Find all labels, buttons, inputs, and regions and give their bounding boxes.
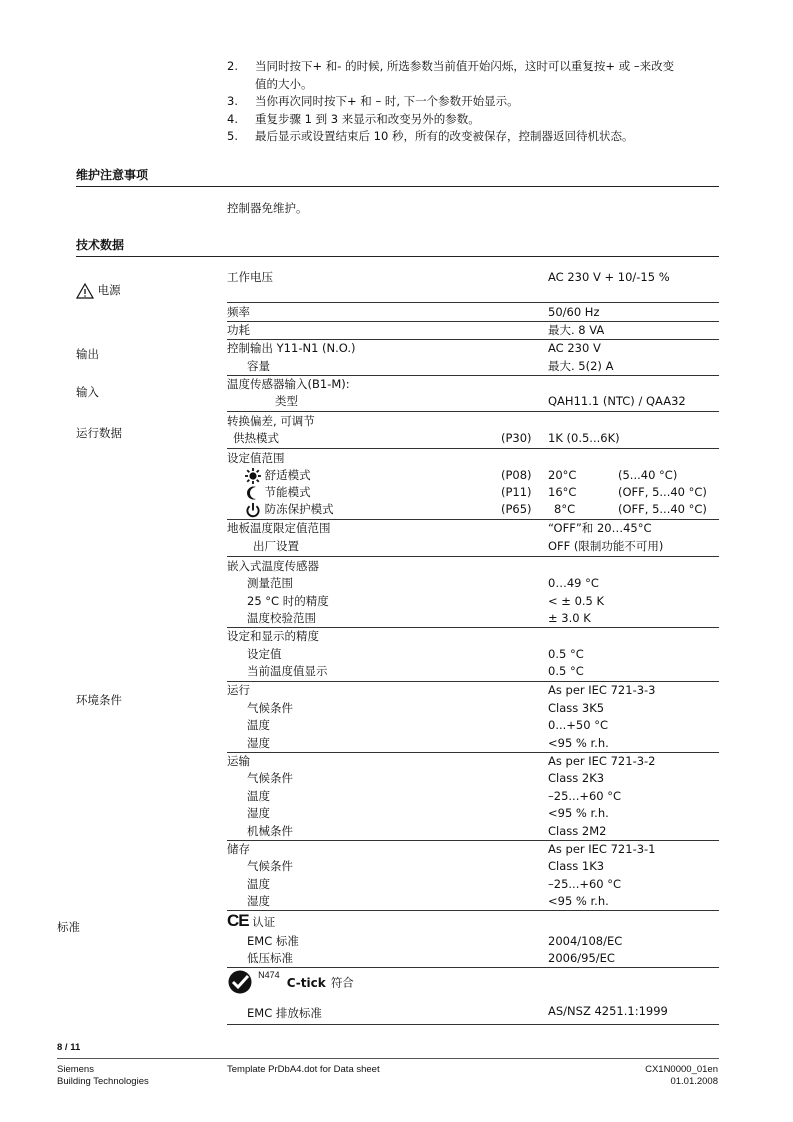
row-sublabel: 温度 — [247, 718, 270, 732]
row-value: AC 230 V + 10/-15 % — [548, 270, 670, 284]
row-sublabel: 气候条件 — [247, 771, 293, 785]
row-sublabel: 湿度 — [247, 806, 270, 820]
row-value: 2004/108/EC — [548, 934, 623, 948]
section-divider — [76, 186, 719, 187]
row-divider — [227, 967, 719, 968]
side-label-input: 输入 — [76, 385, 99, 399]
row-sublabel: 湿度 — [247, 894, 270, 908]
side-label-operation: 运行数据 — [76, 426, 122, 440]
power-icon — [245, 502, 261, 518]
ctick-label-bold: C-tick — [286, 975, 326, 990]
row-label: 控制输出 Y11-N1 (N.O.) — [227, 341, 356, 355]
row-value: 最大. 5(2) A — [548, 359, 614, 373]
row-sublabel: 出厂设置 — [253, 539, 299, 553]
row-param: (P30) — [501, 431, 532, 445]
row-value: Class 1K3 — [548, 859, 605, 873]
footer-docnum: CX1N0000_01en — [645, 1064, 718, 1075]
row-label: 转换偏差, 可调节 — [227, 414, 315, 428]
row-sublabel: EMC 标准 — [247, 934, 299, 948]
row-divider — [227, 302, 719, 303]
ctick-code: N474 — [258, 969, 280, 980]
row-value: OFF (限制功能不可用) — [548, 539, 664, 553]
row-value: 20°C — [548, 468, 577, 482]
row-sublabel: 测量范围 — [247, 576, 293, 590]
row-value: ± 3.0 K — [548, 611, 591, 625]
row-sublabel: 类型 — [275, 394, 298, 408]
side-label-output: 输出 — [76, 347, 99, 361]
row-value: 0.5 °C — [548, 664, 584, 678]
row-label: 储存 — [227, 842, 250, 856]
row-sublabel: 温度 — [247, 877, 270, 891]
maintenance-text: 控制器免维护。 — [227, 201, 308, 215]
ce-label: 认证 — [252, 915, 276, 929]
moon-icon — [245, 485, 261, 501]
row-divider — [227, 556, 719, 557]
step-text: 重复步骤 1 到 3 来显示和改变另外的参数。 — [255, 112, 480, 126]
footer-template: Template PrDbA4.dot for Data sheet — [227, 1064, 380, 1075]
row-label: 运输 — [227, 754, 250, 768]
step-number: 2. — [227, 59, 238, 73]
row-divider — [227, 411, 719, 412]
footer-date: 01.01.2008 — [670, 1076, 718, 1087]
step-text: 当同时按下+ 和- 的时候, 所选参数当前值开始闪烁，这时可以重复按+ 或 –来改变 — [255, 59, 675, 73]
economy-row — [245, 484, 311, 501]
row-param: (P08) — [501, 468, 532, 482]
row-divider — [227, 1024, 719, 1025]
side-label-power — [76, 282, 121, 299]
page-number: 8 / 11 — [57, 1042, 81, 1053]
footer-divider — [57, 1058, 719, 1059]
row-value: 2006/95/EC — [548, 951, 615, 965]
row-value: AC 230 V — [548, 341, 601, 355]
row-sublabel: 机械条件 — [247, 824, 293, 838]
step-text-cont: 值的大小。 — [255, 77, 313, 91]
row-value: <95 % r.h. — [548, 806, 609, 820]
row-label: 设定值范围 — [227, 451, 285, 465]
ctick-logo-icon — [227, 970, 253, 994]
row-label: 工作电压 — [227, 270, 273, 284]
row-value: QAH11.1 (NTC) / QAA32 — [548, 394, 686, 408]
row-label: 温度传感器输入(B1-M): — [227, 377, 350, 391]
row-param: (P11) — [501, 485, 532, 499]
row-value: “OFF”和 20…45°C — [548, 521, 652, 535]
row-range: (5...40 °C) — [618, 468, 678, 482]
row-sublabel: 设定值 — [247, 647, 282, 661]
row-sublabel: 舒适模式 — [264, 468, 311, 482]
step-number: 5. — [227, 129, 238, 143]
row-label: 嵌入式温度传感器 — [227, 559, 319, 573]
row-value: 1K (0.5...6K) — [548, 431, 620, 445]
side-label-environment: 环境条件 — [76, 693, 122, 707]
row-divider — [227, 321, 719, 322]
row-sublabel: 低压标准 — [247, 951, 293, 965]
row-value: < ± 0.5 K — [548, 594, 605, 608]
row-value: As per IEC 721-3-2 — [548, 754, 656, 768]
warning-icon — [76, 283, 94, 299]
row-value: 16°C — [548, 485, 577, 499]
row-divider — [227, 448, 719, 449]
row-divider — [227, 910, 719, 911]
row-sublabel: 25 °C 时的精度 — [247, 594, 329, 608]
comfort-row — [245, 467, 311, 484]
row-label: 地板温度限定值范围 — [227, 521, 331, 535]
side-label-text: 电源 — [97, 283, 121, 297]
row-value: 50/60 Hz — [548, 305, 600, 319]
step-number: 4. — [227, 112, 238, 126]
frost-row — [245, 501, 334, 518]
row-value: 8°C — [554, 502, 576, 516]
row-sublabel: 湿度 — [247, 736, 270, 750]
row-sublabel: EMC 排放标准 — [247, 1006, 322, 1020]
row-sublabel: 防冻保护模式 — [264, 502, 334, 516]
row-value: 0…49 °C — [548, 576, 599, 590]
row-sublabel: 供热模式 — [233, 431, 279, 445]
row-label: 功耗 — [227, 323, 250, 337]
footer-division: Building Technologies — [57, 1076, 149, 1087]
row-value: <95 % r.h. — [548, 894, 609, 908]
row-value: 0.5 °C — [548, 647, 584, 661]
row-range: (OFF, 5...40 °C) — [618, 502, 707, 516]
row-value: Class 2M2 — [548, 824, 607, 838]
row-value: As per IEC 721-3-3 — [548, 683, 656, 697]
ctick-row — [227, 970, 354, 994]
step-text: 当你再次同时按下+ 和 – 时, 下一个参数开始显示。 — [255, 94, 519, 108]
ce-mark-icon: CE — [227, 911, 249, 930]
section-divider — [76, 256, 719, 257]
row-value: Class 2K3 — [548, 771, 605, 785]
row-label: 频率 — [227, 305, 250, 319]
row-range: (OFF, 5...40 °C) — [618, 485, 707, 499]
row-sublabel: 温度 — [247, 789, 270, 803]
step-text: 最后显示或设置结束后 10 秒，所有的改变被保存，控制器返回待机状态。 — [255, 129, 634, 143]
row-sublabel: 气候条件 — [247, 701, 293, 715]
row-value: 0...+50 °C — [548, 718, 608, 732]
row-label: 设定和显示的精度 — [227, 629, 319, 643]
step-number: 3. — [227, 94, 238, 108]
row-value: As per IEC 721-3-1 — [548, 842, 656, 856]
row-label: 运行 — [227, 683, 250, 697]
side-label-standards: 标准 — [57, 920, 80, 934]
row-sublabel: 温度校验范围 — [247, 611, 316, 625]
row-param: (P65) — [501, 502, 532, 516]
row-sublabel: 容量 — [247, 359, 270, 373]
row-sublabel: 当前温度值显示 — [247, 664, 328, 678]
sun-icon — [245, 468, 261, 484]
row-value: 最大. 8 VA — [548, 323, 605, 337]
row-sublabel: 节能模式 — [264, 485, 311, 499]
row-sublabel: 气候条件 — [247, 859, 293, 873]
row-value: AS/NSZ 4251.1:1999 — [548, 1004, 668, 1018]
ce-row — [227, 912, 275, 931]
footer-company: Siemens — [57, 1064, 94, 1075]
maintenance-heading: 维护注意事项 — [76, 168, 149, 182]
row-value: Class 3K5 — [548, 701, 605, 715]
row-value: –25...+60 °C — [548, 877, 622, 891]
row-value: <95 % r.h. — [548, 736, 609, 750]
row-value: –25...+60 °C — [548, 789, 622, 803]
ctick-label: 符合 — [330, 975, 354, 990]
tech-heading: 技术数据 — [76, 238, 125, 252]
